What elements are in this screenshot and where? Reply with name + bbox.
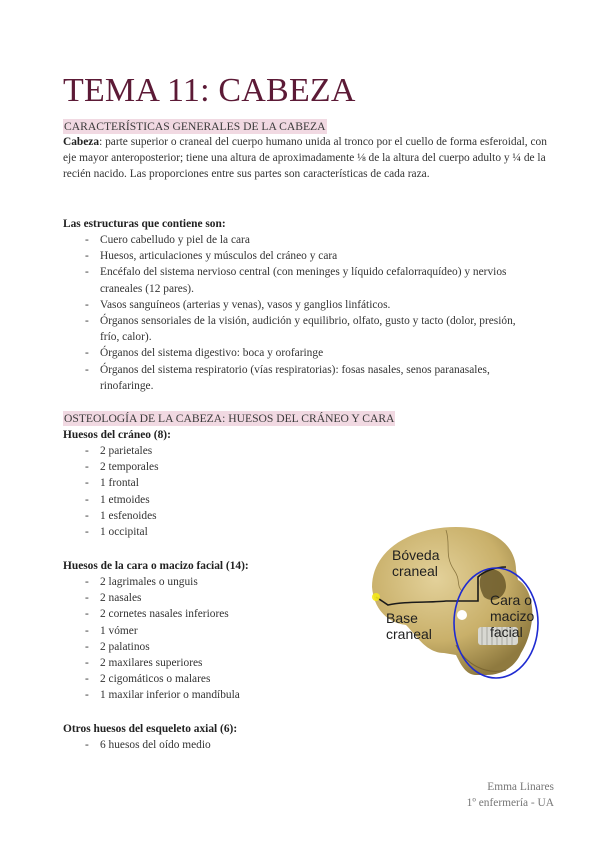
dash-bullet: - [85, 657, 89, 670]
dash-bullet: - [85, 363, 89, 376]
list-item-text: Cuero cabelludo y piel de la cara [100, 234, 250, 246]
dash-bullet: - [85, 234, 89, 246]
dash-bullet: - [85, 608, 89, 621]
dash-bullet: - [85, 526, 89, 539]
face-list [63, 574, 240, 704]
dash-bullet: - [85, 315, 89, 328]
dash-bullet: - [85, 576, 89, 588]
list-item-text: 2 lagrimales o unguis [100, 576, 198, 588]
list-item-text: Encéfalo del sistema nervioso central (con meninges y líquido cefalorraquídeo) y nervios craneales (12 pares). [100, 266, 507, 295]
dash-bullet: - [85, 250, 89, 263]
list-item [63, 459, 159, 475]
face-heading: Huesos de la cara o macizo facial (14): [63, 560, 249, 572]
list-item-text: Vasos sanguíneos (arterias y venas), vasos y ganglios linfáticos. [100, 298, 391, 311]
list-item [63, 362, 523, 394]
cranium-list [63, 443, 159, 540]
footer-author: Emma Linares [487, 781, 554, 793]
label-line: Bóveda [392, 547, 440, 563]
label-base-craneal [386, 610, 432, 642]
dash-bullet: - [85, 493, 89, 506]
definition-paragraph [63, 134, 553, 182]
dash-bullet: - [85, 347, 89, 360]
dash-bullet: - [85, 689, 89, 702]
dash-bullet: - [85, 592, 89, 605]
dash-bullet: - [85, 445, 89, 457]
list-item-text: 1 occipital [100, 526, 148, 539]
structures-list [63, 232, 523, 394]
list-item-text: Órganos sensoriales de la visión, audición y equilibrio, olfato, gusto y tacto (dolor, presión, frío, calor). [100, 315, 516, 344]
list-item [63, 475, 159, 491]
cranium-heading: Huesos del cráneo (8): [63, 429, 171, 441]
list-item [63, 639, 240, 655]
skull-figure [366, 525, 546, 680]
list-item-text: 2 cornetes nasales inferiores [100, 608, 229, 621]
dash-bullet: - [85, 298, 89, 311]
dash-bullet: - [85, 461, 89, 474]
list-item [63, 345, 523, 361]
label-cara-macizo-facial [490, 592, 534, 640]
list-item [63, 590, 240, 606]
label-line: facial [490, 624, 523, 640]
list-item-text: 1 maxilar inferior o mandíbula [100, 689, 240, 702]
list-item-text: 2 parietales [100, 445, 153, 457]
dash-bullet: - [85, 739, 89, 751]
list-item-text: 6 huesos del oído medio [100, 739, 211, 751]
other-heading: Otros huesos del esqueleto axial (6): [63, 723, 238, 735]
list-item-text: Huesos, articulaciones y músculos del cráneo y cara [100, 250, 338, 263]
list-item [63, 508, 159, 524]
list-item [63, 623, 240, 639]
structures-heading: Las estructuras que contiene son: [63, 218, 226, 230]
list-item [63, 232, 523, 248]
dash-bullet: - [85, 266, 89, 279]
label-line: macizo [490, 608, 535, 624]
list-item-text: 1 frontal [100, 477, 139, 490]
dash-bullet: - [85, 673, 89, 686]
dash-bullet: - [85, 624, 89, 637]
label-line: Base [386, 610, 418, 626]
list-item-text: 2 palatinos [100, 640, 150, 653]
list-item-text: 2 cigomáticos o malares [100, 673, 211, 686]
list-item [63, 264, 523, 296]
list-item [63, 297, 523, 313]
definition-text: : parte superior o craneal del cuerpo humano unida al tronco por el cuello de forma esferoidal, con eje mayor anteroposterior; tiene una altura de aproximadamente ⅛ de la altura del cuerpo adulto y ¼ de la recién nacido. Las proporciones entre sus partes son características de cada raza. [63, 136, 547, 180]
list-item [63, 671, 240, 687]
dash-bullet: - [85, 509, 89, 522]
list-item-text: Órganos del sistema respiratorio (vías respiratorias): fosas nasales, senos paranasales, rinofaringe. [100, 363, 490, 392]
section-heading-osteology: OSTEOLOGÍA DE LA CABEZA: HUESOS DEL CRÁNEO Y CARA [64, 412, 395, 425]
list-item [63, 655, 240, 671]
list-item-text: 1 vómer [100, 624, 138, 637]
label-line: craneal [386, 626, 432, 642]
list-item [63, 443, 159, 459]
list-item [63, 313, 523, 345]
dash-bullet: - [85, 477, 89, 490]
list-item [63, 524, 159, 540]
label-boveda-craneal [392, 547, 439, 579]
list-item-text: 1 etmoides [100, 493, 150, 506]
list-item [63, 248, 523, 264]
label-line: Cara o [490, 592, 533, 608]
list-item-text: Órganos del sistema digestivo: boca y orofaringe [100, 347, 324, 360]
list-item-text: 1 esfenoides [100, 509, 157, 522]
section-heading-general: CARACTERÍSTICAS GENERALES DE LA CABEZA [64, 120, 326, 133]
list-item [63, 574, 240, 590]
list-item-text: 2 temporales [100, 461, 159, 474]
label-line: craneal [392, 563, 438, 579]
other-list [63, 737, 211, 753]
list-item-text: 2 nasales [100, 592, 142, 605]
list-item [63, 606, 240, 622]
footer [467, 779, 554, 811]
dash-bullet: - [85, 640, 89, 653]
page-title: TEMA 11: CABEZA [63, 72, 356, 109]
footer-course: 1º enfermería - UA [466, 797, 554, 809]
list-item [63, 687, 240, 703]
definition-term: Cabeza [63, 136, 100, 148]
list-item [63, 737, 211, 753]
list-item [63, 492, 159, 508]
list-item-text: 2 maxilares superiores [100, 657, 203, 670]
